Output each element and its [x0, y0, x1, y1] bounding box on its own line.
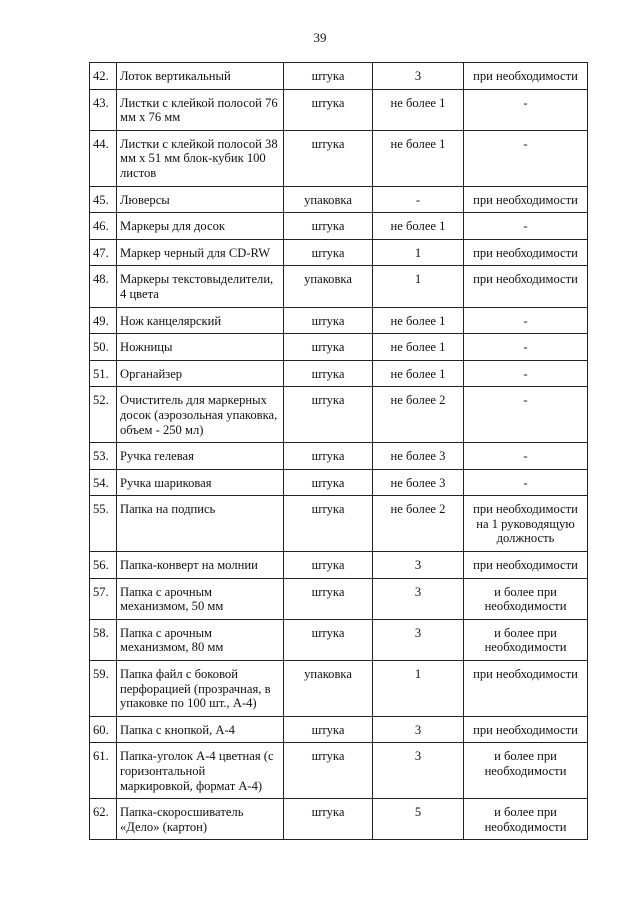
unit-cell: штука [284, 619, 373, 660]
note-cell: - [464, 334, 588, 361]
note-cell: - [464, 307, 588, 334]
item-name: Папка-уголок А-4 цветная (с горизонтальной маркировкой, формат А-4) [117, 743, 284, 799]
table-row [90, 496, 588, 552]
table-row [90, 716, 588, 743]
item-name: Ручка шариковая [117, 469, 284, 496]
quantity-cell: не более 3 [373, 443, 464, 470]
table-row [90, 443, 588, 470]
quantity-cell: 3 [373, 716, 464, 743]
row-number: 60. [90, 716, 117, 743]
quantity-cell: не более 1 [373, 89, 464, 130]
item-name: Папка с арочным механизмом, 50 мм [117, 578, 284, 619]
quantity-cell: 3 [373, 552, 464, 579]
unit-cell: штука [284, 716, 373, 743]
unit-cell: штука [284, 578, 373, 619]
item-name: Папка файл с боковой перфорацией (прозрачная, в упаковке по 100 шт., А-4) [117, 661, 284, 717]
unit-cell: штука [284, 496, 373, 552]
row-number: 48. [90, 266, 117, 307]
quantity-cell: не более 3 [373, 469, 464, 496]
unit-cell: штука [284, 743, 373, 799]
note-cell: при необходимости [464, 266, 588, 307]
note-cell: - [464, 130, 588, 186]
item-name: Ножницы [117, 334, 284, 361]
note-cell: при необходимости [464, 186, 588, 213]
item-name: Маркеры для досок [117, 213, 284, 240]
item-name: Папка с арочным механизмом, 80 мм [117, 619, 284, 660]
quantity-cell: не более 1 [373, 307, 464, 334]
row-number: 50. [90, 334, 117, 361]
table-row [90, 239, 588, 266]
table-row [90, 213, 588, 240]
table-row [90, 360, 588, 387]
unit-cell: штука [284, 799, 373, 840]
item-name: Папка с кнопкой, А-4 [117, 716, 284, 743]
unit-cell: штука [284, 360, 373, 387]
table-row [90, 661, 588, 717]
table-row [90, 186, 588, 213]
unit-cell: штука [284, 443, 373, 470]
note-cell: и более при необходимости [464, 799, 588, 840]
quantity-cell: не более 1 [373, 130, 464, 186]
table-row [90, 266, 588, 307]
unit-cell: штука [284, 63, 373, 90]
quantity-cell: не более 1 [373, 360, 464, 387]
table-row [90, 469, 588, 496]
row-number: 44. [90, 130, 117, 186]
unit-cell: штука [284, 130, 373, 186]
note-cell: и более при необходимости [464, 578, 588, 619]
quantity-cell: 3 [373, 743, 464, 799]
quantity-cell: 3 [373, 578, 464, 619]
unit-cell: упаковка [284, 266, 373, 307]
row-number: 56. [90, 552, 117, 579]
table-row [90, 799, 588, 840]
unit-cell: штука [284, 89, 373, 130]
item-name: Нож канцелярский [117, 307, 284, 334]
table-row [90, 552, 588, 579]
item-name: Органайзер [117, 360, 284, 387]
quantity-cell: не более 1 [373, 213, 464, 240]
row-number: 49. [90, 307, 117, 334]
item-name: Листки с клейкой полосой 76 мм х 76 мм [117, 89, 284, 130]
row-number: 58. [90, 619, 117, 660]
note-cell: при необходимости [464, 239, 588, 266]
row-number: 61. [90, 743, 117, 799]
item-name: Папка на подпись [117, 496, 284, 552]
note-cell: и более при необходимости [464, 743, 588, 799]
note-cell: при необходимости [464, 63, 588, 90]
quantity-cell: не более 1 [373, 334, 464, 361]
unit-cell: штука [284, 387, 373, 443]
row-number: 57. [90, 578, 117, 619]
row-number: 42. [90, 63, 117, 90]
quantity-cell: 3 [373, 619, 464, 660]
note-cell: и более при необходимости [464, 619, 588, 660]
unit-cell: штука [284, 469, 373, 496]
item-name: Маркер черный для CD-RW [117, 239, 284, 266]
note-cell: - [464, 469, 588, 496]
note-cell: - [464, 213, 588, 240]
note-cell: при необходимости на 1 руководящую должность [464, 496, 588, 552]
note-cell: - [464, 89, 588, 130]
row-number: 62. [90, 799, 117, 840]
quantity-cell: 3 [373, 63, 464, 90]
unit-cell: упаковка [284, 186, 373, 213]
page-number: 39 [313, 30, 327, 45]
table-body [90, 63, 588, 840]
table-row [90, 387, 588, 443]
row-number: 46. [90, 213, 117, 240]
table-row [90, 307, 588, 334]
unit-cell: упаковка [284, 661, 373, 717]
row-number: 45. [90, 186, 117, 213]
unit-cell: штука [284, 239, 373, 266]
table-row [90, 130, 588, 186]
quantity-cell: - [373, 186, 464, 213]
item-name: Очиститель для маркерных досок (аэрозольная упаковка, объем - 250 мл) [117, 387, 284, 443]
quantity-cell: не более 2 [373, 496, 464, 552]
note-cell: - [464, 387, 588, 443]
table-row [90, 743, 588, 799]
item-name: Папка-конверт на молнии [117, 552, 284, 579]
unit-cell: штука [284, 334, 373, 361]
quantity-cell: 1 [373, 239, 464, 266]
note-cell: - [464, 443, 588, 470]
table-row [90, 334, 588, 361]
note-cell: при необходимости [464, 552, 588, 579]
quantity-cell: не более 2 [373, 387, 464, 443]
row-number: 54. [90, 469, 117, 496]
unit-cell: штука [284, 307, 373, 334]
table-row [90, 63, 588, 90]
row-number: 43. [90, 89, 117, 130]
row-number: 52. [90, 387, 117, 443]
table-row [90, 578, 588, 619]
unit-cell: штука [284, 213, 373, 240]
note-cell: - [464, 360, 588, 387]
row-number: 47. [90, 239, 117, 266]
table-row [90, 619, 588, 660]
quantity-cell: 1 [373, 661, 464, 717]
supplies-table [89, 62, 588, 840]
item-name: Маркеры текстовыделители, 4 цвета [117, 266, 284, 307]
item-name: Лоток вертикальный [117, 63, 284, 90]
row-number: 51. [90, 360, 117, 387]
row-number: 55. [90, 496, 117, 552]
item-name: Листки с клейкой полосой 38 мм х 51 мм блок-кубик 100 листов [117, 130, 284, 186]
quantity-cell: 1 [373, 266, 464, 307]
unit-cell: штука [284, 552, 373, 579]
note-cell: при необходимости [464, 661, 588, 717]
note-cell: при необходимости [464, 716, 588, 743]
table-row [90, 89, 588, 130]
item-name: Люверсы [117, 186, 284, 213]
item-name: Папка-скоросшиватель «Дело» (картон) [117, 799, 284, 840]
row-number: 53. [90, 443, 117, 470]
row-number: 59. [90, 661, 117, 717]
quantity-cell: 5 [373, 799, 464, 840]
item-name: Ручка гелевая [117, 443, 284, 470]
